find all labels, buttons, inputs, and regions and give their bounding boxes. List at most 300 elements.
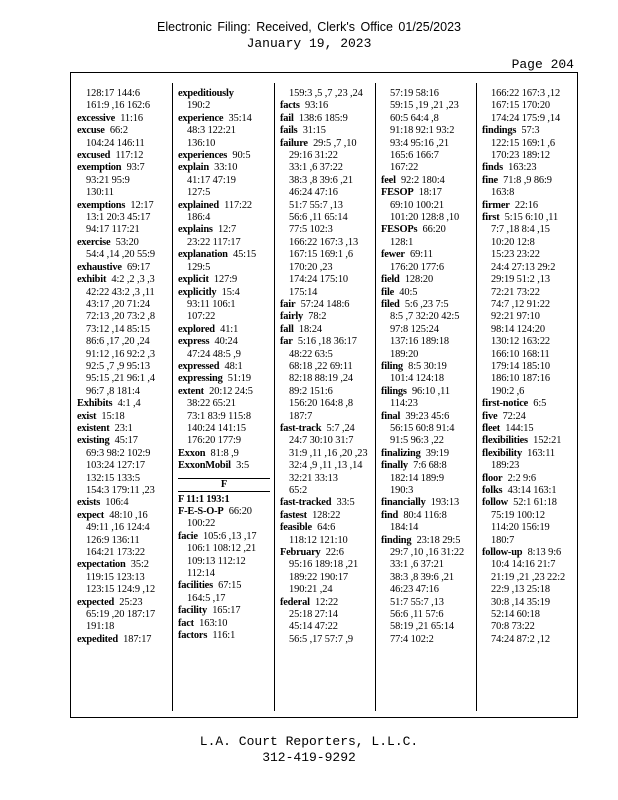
page-line-refs: 22:9 ,13 25:18 bbox=[491, 584, 550, 596]
page-line-refs: 93:21 95:9 bbox=[86, 174, 130, 186]
index-entry-continuation bbox=[178, 435, 270, 447]
index-term: federal bbox=[280, 596, 310, 608]
index-entry-continuation bbox=[280, 572, 372, 584]
page-line-refs: 12:17 bbox=[130, 199, 154, 211]
index-entry-continuation bbox=[482, 584, 574, 596]
page-line-refs: 182:14 189:9 bbox=[390, 472, 444, 484]
index-entry bbox=[178, 200, 270, 212]
index-term: existent bbox=[77, 422, 110, 434]
page-line-refs: 47:24 48:5 ,9 bbox=[187, 348, 241, 360]
page-line-refs: 93:16 bbox=[304, 100, 329, 112]
index-entry bbox=[381, 460, 473, 472]
page-line-refs: 66:2 bbox=[109, 125, 128, 137]
index-entry-continuation bbox=[482, 535, 574, 547]
index-entry bbox=[77, 200, 169, 212]
index-entry-continuation bbox=[381, 349, 473, 361]
index-entry-continuation bbox=[178, 311, 270, 323]
page-line-refs: 93:11 106:1 bbox=[187, 298, 236, 310]
page-line-refs: 41:1 bbox=[220, 323, 239, 335]
index-entry bbox=[178, 88, 270, 100]
index-entry-continuation bbox=[381, 262, 473, 274]
index-section-letter: F bbox=[178, 478, 270, 492]
page-line-refs: 80:4 116:8 bbox=[403, 509, 447, 521]
page-line-refs: 98:14 124:20 bbox=[491, 323, 545, 335]
page-line-refs: 4:1 ,4 bbox=[117, 398, 141, 410]
index-entry-continuation bbox=[178, 125, 270, 137]
page-line-refs: 57:19 58:16 bbox=[390, 88, 439, 99]
index-term: fail bbox=[280, 112, 294, 124]
index-entry-continuation bbox=[482, 138, 574, 150]
page-line-refs: 154:3 179:11 ,23 bbox=[86, 485, 155, 496]
index-entry-continuation bbox=[482, 324, 574, 336]
page-line-refs: 12:22 bbox=[314, 596, 339, 608]
index-entry-continuation bbox=[77, 224, 169, 236]
page-line-refs: 126:9 136:11 bbox=[86, 534, 140, 546]
page-line-refs: 56:6 ,11 57:6 bbox=[390, 609, 444, 621]
page-line-refs: 32:4 ,9 ,11 ,13 ,14 bbox=[289, 460, 363, 472]
page-line-refs: 132:15 133:5 bbox=[86, 472, 140, 484]
index-entry bbox=[280, 423, 372, 435]
index-entry-continuation bbox=[77, 361, 169, 373]
index-entry-continuation bbox=[77, 572, 169, 584]
index-entry-continuation bbox=[482, 262, 574, 274]
index-term: failure bbox=[280, 137, 308, 149]
page-line-refs: 56:5 ,17 57:7 ,9 bbox=[289, 633, 353, 645]
index-entry-continuation bbox=[381, 311, 473, 323]
page-line-refs: 8:5 ,7 32:20 42:5 bbox=[390, 311, 460, 323]
index-entry-continuation bbox=[280, 200, 372, 212]
page-line-refs: 96:7 ,8 181:4 bbox=[86, 385, 140, 397]
page-line-refs: 75:19 100:12 bbox=[491, 509, 545, 521]
index-entry-continuation bbox=[482, 311, 574, 323]
index-entry bbox=[482, 547, 574, 559]
index-entry-continuation bbox=[280, 609, 372, 621]
index-entry-continuation bbox=[77, 299, 169, 311]
index-term: expected bbox=[77, 596, 115, 608]
index-entry-continuation bbox=[381, 88, 473, 100]
index-term: F 11:1 193:1 bbox=[178, 493, 230, 505]
page-line-refs: 21:19 ,21 ,23 22:2 bbox=[491, 571, 566, 583]
page-line-refs: 91:18 92:1 93:2 bbox=[390, 125, 455, 137]
page-line-refs: 95:16 189:18 ,21 bbox=[289, 559, 359, 571]
page-line-refs: 35:2 bbox=[130, 559, 149, 571]
index-entry-continuation bbox=[77, 584, 169, 596]
index-entry bbox=[77, 125, 169, 137]
index-term: facie bbox=[178, 530, 198, 542]
index-term: follow bbox=[482, 497, 508, 509]
index-entry-continuation bbox=[381, 522, 473, 534]
page-line-refs: 48:3 122:21 bbox=[187, 125, 236, 137]
page-line-refs: 29:16 31:22 bbox=[289, 150, 338, 162]
page-line-refs: 73:1 83:9 115:8 bbox=[187, 410, 251, 422]
index-term: finds bbox=[482, 162, 503, 174]
index-entry-continuation bbox=[280, 249, 372, 261]
page-line-refs: 22:6 bbox=[325, 547, 344, 559]
index-entry bbox=[482, 125, 574, 137]
page-line-refs: 117:22 bbox=[224, 199, 253, 211]
page-line-refs: 59:15 ,19 ,21 ,23 bbox=[390, 100, 459, 112]
index-term: expect bbox=[77, 509, 105, 521]
index-column-3 bbox=[280, 88, 372, 708]
index-entry-continuation bbox=[381, 634, 473, 646]
index-entry bbox=[482, 175, 574, 187]
index-entry-continuation bbox=[77, 373, 169, 385]
index-entry bbox=[178, 448, 270, 460]
index-entry-continuation bbox=[482, 460, 574, 472]
index-entry-continuation bbox=[178, 138, 270, 150]
page-line-refs: 103:24 127:17 bbox=[86, 460, 146, 472]
page-line-refs: 170:23 189:12 bbox=[491, 150, 551, 162]
index-entry-continuation bbox=[482, 621, 574, 633]
index-term: explicitly bbox=[178, 286, 217, 298]
index-term: expectation bbox=[77, 559, 126, 571]
page-line-refs: 152:21 bbox=[533, 435, 562, 447]
index-entry-continuation bbox=[482, 287, 574, 299]
index-term: explored bbox=[178, 323, 215, 335]
index-entry-continuation bbox=[381, 597, 473, 609]
page-line-refs: 66:20 bbox=[228, 506, 252, 517]
index-entry-continuation bbox=[482, 559, 574, 571]
index-entry bbox=[280, 510, 372, 522]
page-line-refs: 38:3 ,8 39:6 ,21 bbox=[289, 174, 353, 186]
index-term: existing bbox=[77, 435, 110, 447]
index-entry-continuation bbox=[381, 373, 473, 385]
index-entry bbox=[280, 497, 372, 509]
index-entry bbox=[178, 274, 270, 286]
page-line-refs: 106:4 bbox=[105, 497, 129, 509]
index-entry bbox=[482, 423, 574, 435]
page-line-refs: 114:20 156:19 bbox=[491, 522, 550, 534]
index-entry bbox=[280, 299, 372, 311]
index-entry-continuation bbox=[280, 460, 372, 472]
index-entry bbox=[482, 200, 574, 212]
index-term: fall bbox=[280, 323, 294, 335]
page-line-refs: 95:15 ,21 96:1 ,4 bbox=[86, 373, 156, 385]
index-term: fast-tracked bbox=[280, 497, 332, 509]
page-line-refs: 91:12 ,16 92:2 ,3 bbox=[86, 348, 156, 360]
index-entry-continuation bbox=[178, 568, 270, 580]
index-entry-continuation bbox=[77, 100, 169, 112]
index-entry-continuation bbox=[280, 485, 372, 497]
index-entry-continuation bbox=[381, 559, 473, 571]
page-line-refs: 56:15 60:8 91:4 bbox=[390, 422, 455, 434]
index-entry-continuation bbox=[280, 634, 372, 646]
index-term: exhibit bbox=[77, 274, 107, 286]
page-line-refs: 129:5 bbox=[187, 261, 211, 273]
index-term: financially bbox=[381, 497, 426, 509]
page-line-refs: 90:5 bbox=[232, 150, 251, 162]
index-entry bbox=[178, 506, 270, 518]
page-line-refs: 4:2 ,2 ,3 ,3 bbox=[111, 274, 155, 286]
index-term: fleet bbox=[482, 422, 501, 434]
page-line-refs: 174:24 175:10 bbox=[289, 274, 349, 286]
page-line-refs: 54:4 ,14 ,20 55:9 bbox=[86, 249, 156, 261]
page-line-refs: 187:17 bbox=[123, 633, 152, 645]
page-line-refs: 156:20 164:8 ,8 bbox=[289, 398, 354, 410]
page-line-refs: 46:23 47:16 bbox=[390, 584, 439, 596]
index-entry-continuation bbox=[381, 609, 473, 621]
index-entry-continuation bbox=[178, 423, 270, 435]
index-term: facts bbox=[280, 100, 300, 112]
page-line-refs: 30:8 ,14 35:19 bbox=[491, 596, 550, 608]
index-entry-continuation bbox=[381, 324, 473, 336]
page-line-refs: 10:20 12:8 bbox=[491, 236, 535, 248]
index-entry bbox=[381, 535, 473, 547]
index-entry bbox=[280, 138, 372, 150]
index-entry bbox=[178, 580, 270, 592]
transcript-date: January 19, 2023 bbox=[246, 36, 372, 51]
index-entry-continuation bbox=[381, 138, 473, 150]
index-entry-continuation bbox=[280, 621, 372, 633]
index-term: first-notice bbox=[482, 398, 529, 410]
page-line-refs: 92:5 ,7 ,9 95:13 bbox=[86, 360, 150, 372]
index-entry bbox=[381, 224, 473, 236]
index-entry-continuation bbox=[77, 535, 169, 547]
page-line-refs: 130:11 bbox=[86, 187, 114, 199]
index-entry-continuation bbox=[381, 473, 473, 485]
page-line-refs: 93:4 95:16 ,21 bbox=[390, 137, 449, 149]
page-line-refs: 189:22 190:17 bbox=[289, 571, 349, 583]
page-line-refs: 189:20 bbox=[390, 348, 419, 360]
index-entry-continuation bbox=[482, 572, 574, 584]
page-line-refs: 189:23 bbox=[491, 460, 520, 472]
index-term: final bbox=[381, 410, 401, 422]
index-term: FESOP bbox=[381, 187, 414, 199]
index-term: explains bbox=[178, 224, 213, 236]
index-entry-continuation bbox=[381, 237, 473, 249]
index-entry bbox=[178, 224, 270, 236]
index-entry-continuation bbox=[482, 274, 574, 286]
index-entry-continuation bbox=[381, 113, 473, 125]
page-line-refs: 3:5 bbox=[236, 460, 250, 472]
index-entry bbox=[178, 249, 270, 261]
page-line-refs: 164:21 173:22 bbox=[86, 547, 146, 559]
page-line-refs: 190:21 ,24 bbox=[289, 584, 333, 596]
index-entry bbox=[280, 522, 372, 534]
index-entry bbox=[381, 386, 473, 398]
page-line-refs: 51:7 55:7 ,13 bbox=[289, 199, 343, 211]
index-entry bbox=[77, 634, 169, 646]
index-entry-continuation bbox=[381, 485, 473, 497]
index-entry-continuation bbox=[178, 398, 270, 410]
index-entry-continuation bbox=[381, 125, 473, 137]
page-line-refs: 176:20 177:9 bbox=[187, 435, 241, 447]
filing-header: Electronic Filing: Received, Clerk's Office 01/25/2023 bbox=[157, 20, 461, 34]
page-line-refs: 130:12 163:22 bbox=[491, 336, 551, 348]
index-entry bbox=[77, 150, 169, 162]
page-line-refs: 68:18 ,22 69:11 bbox=[289, 360, 353, 372]
index-entry bbox=[77, 398, 169, 410]
page-line-refs: 42:22 43:2 ,3 ,11 bbox=[86, 286, 155, 298]
page-line-refs: 57:24 148:6 bbox=[300, 298, 350, 310]
page-line-refs: 31:9 ,11 ,16 ,20 ,23 bbox=[289, 447, 368, 459]
page-line-refs: 33:1 ,6 37:22 bbox=[289, 162, 343, 174]
index-entry bbox=[178, 531, 270, 543]
page-line-refs: 22:16 bbox=[514, 199, 539, 211]
index-term: factors bbox=[178, 630, 208, 642]
page-line-refs: 64:6 bbox=[317, 522, 336, 534]
index-term: expeditiously bbox=[178, 88, 234, 99]
index-entry-continuation bbox=[178, 187, 270, 199]
page-line-refs: 128:20 bbox=[404, 274, 434, 286]
index-entry-continuation bbox=[280, 212, 372, 224]
page-line-refs: 23:22 117:17 bbox=[187, 236, 241, 248]
index-term: excused bbox=[77, 150, 111, 162]
index-entry-continuation bbox=[381, 572, 473, 584]
index-entry-continuation bbox=[77, 460, 169, 472]
page-line-refs: 163:11 bbox=[527, 447, 556, 459]
index-entry-continuation bbox=[482, 522, 574, 534]
index-term: Exxon bbox=[178, 447, 206, 459]
index-entry bbox=[178, 336, 270, 348]
page-line-refs: 67:15 bbox=[218, 580, 242, 592]
page-line-refs: 24:7 30:10 31:7 bbox=[289, 435, 354, 447]
index-entry bbox=[280, 597, 372, 609]
page-line-refs: 11:16 bbox=[120, 112, 144, 124]
index-term: F-E-S-O-P bbox=[178, 506, 224, 517]
page-line-refs: 18:17 bbox=[418, 187, 442, 199]
page-line-refs: 190:2 ,6 bbox=[491, 385, 525, 397]
index-entry bbox=[178, 287, 270, 299]
index-term: far bbox=[280, 336, 293, 348]
page-line-refs: 170:20 ,23 bbox=[289, 261, 333, 273]
page-line-refs: 35:14 bbox=[228, 112, 252, 124]
index-entry bbox=[381, 361, 473, 373]
index-entry-continuation bbox=[280, 150, 372, 162]
index-entry-continuation bbox=[280, 373, 372, 385]
index-entry-continuation bbox=[381, 212, 473, 224]
index-term: flexibility bbox=[482, 447, 522, 459]
index-term: fewer bbox=[381, 249, 405, 261]
page-line-refs: 175:14 bbox=[289, 286, 318, 298]
index-entry bbox=[178, 113, 270, 125]
index-entry-continuation bbox=[482, 386, 574, 398]
page-line-refs: 96:10 ,11 bbox=[411, 385, 450, 397]
page-line-refs: 60:5 64:4 ,8 bbox=[390, 112, 439, 124]
page-line-refs: 69:11 bbox=[410, 249, 433, 261]
page-line-refs: 33:10 bbox=[214, 162, 238, 174]
index-entry-continuation bbox=[482, 237, 574, 249]
index-term: flexibilities bbox=[482, 435, 528, 447]
page-line-refs: 45:15 bbox=[232, 249, 257, 261]
index-entry-continuation bbox=[280, 88, 372, 100]
index-entry-continuation bbox=[77, 336, 169, 348]
reporter-phone: 312-419-9292 bbox=[262, 750, 356, 765]
page-line-refs: 114:23 bbox=[390, 398, 418, 410]
page-line-refs: 33:5 bbox=[336, 497, 355, 509]
page-line-refs: 137:16 189:18 bbox=[390, 336, 450, 348]
page-line-refs: 69:17 bbox=[126, 261, 151, 273]
page-line-refs: 48:1 bbox=[224, 360, 243, 372]
page-line-refs: 12:7 bbox=[217, 224, 237, 236]
index-entry-continuation bbox=[77, 485, 169, 497]
page-line-refs: 164:5 ,17 bbox=[187, 592, 226, 604]
index-entry bbox=[178, 618, 270, 630]
index-entry bbox=[77, 237, 169, 249]
page-line-refs: 15:23 23:22 bbox=[491, 249, 540, 261]
page-line-refs: 193:13 bbox=[430, 497, 460, 509]
page-line-refs: 56:6 ,11 65:14 bbox=[289, 212, 348, 224]
index-entry bbox=[178, 630, 270, 642]
index-column-1 bbox=[77, 88, 169, 708]
index-term: field bbox=[381, 274, 400, 286]
page-line-refs: 167:22 bbox=[390, 162, 419, 174]
index-term: finalizing bbox=[381, 447, 421, 459]
index-entry-continuation bbox=[482, 150, 574, 162]
index-entry-continuation bbox=[178, 212, 270, 224]
page-line-refs: 23:18 29:5 bbox=[416, 534, 461, 546]
page-line-refs: 29:19 51:2 ,13 bbox=[491, 274, 550, 286]
index-term: finally bbox=[381, 460, 408, 472]
page-line-refs: 48:22 63:5 bbox=[289, 348, 333, 360]
index-entry-continuation bbox=[280, 535, 372, 547]
index-entry-continuation bbox=[482, 249, 574, 261]
page-line-refs: 32:21 33:13 bbox=[289, 472, 338, 484]
page-line-refs: 52:1 61:18 bbox=[513, 497, 557, 509]
index-entry-continuation bbox=[77, 324, 169, 336]
page-line-refs: 89:2 151:6 bbox=[289, 385, 333, 397]
page-line-refs: 105:6 ,13 ,17 bbox=[202, 530, 257, 542]
page-line-refs: 70:8 73:22 bbox=[491, 621, 535, 633]
index-term: exist bbox=[77, 410, 97, 422]
index-entry bbox=[178, 324, 270, 336]
page-line-refs: 163:10 bbox=[199, 617, 228, 629]
index-column-5 bbox=[482, 88, 574, 708]
column-divider bbox=[476, 83, 477, 711]
index-entry-continuation bbox=[77, 311, 169, 323]
page-line-refs: 45:17 bbox=[114, 435, 138, 447]
index-term: FESOPs bbox=[381, 224, 418, 236]
page-line-refs: 72:13 ,20 73:2 ,8 bbox=[86, 311, 156, 323]
page-line-refs: 104:24 146:11 bbox=[86, 137, 145, 149]
page-line-refs: 58:19 ,21 65:14 bbox=[390, 621, 455, 633]
index-entry bbox=[77, 435, 169, 447]
page-line-refs: 10:4 14:16 21:7 bbox=[491, 559, 556, 571]
index-entry-continuation bbox=[280, 224, 372, 236]
page-line-refs: 78:2 bbox=[308, 311, 327, 323]
index-entry-continuation bbox=[482, 634, 574, 646]
page-line-refs: 190:2 bbox=[187, 100, 211, 112]
page-line-refs: 8:5 30:19 bbox=[408, 360, 447, 372]
index-entry-continuation bbox=[381, 336, 473, 348]
column-divider bbox=[172, 83, 173, 711]
reporter-name: L.A. Court Reporters, L.L.C. bbox=[199, 734, 419, 749]
spacer bbox=[178, 473, 270, 477]
index-term: expressed bbox=[178, 360, 220, 372]
page-line-refs: 8:13 9:6 bbox=[527, 547, 562, 559]
page-line-refs: 33:1 ,6 37:21 bbox=[390, 559, 444, 571]
index-term: explain bbox=[178, 162, 209, 174]
index-entry-continuation bbox=[280, 361, 372, 373]
index-column-2 bbox=[178, 88, 270, 708]
page-line-refs: 127:5 bbox=[187, 187, 211, 199]
page-line-refs: 174:24 175:9 ,14 bbox=[491, 112, 561, 124]
index-term: exemption bbox=[77, 162, 122, 174]
index-entry bbox=[178, 162, 270, 174]
index-entry bbox=[482, 411, 574, 423]
index-entry-continuation bbox=[77, 88, 169, 100]
page-line-refs: 128:22 bbox=[312, 509, 341, 521]
index-term: follow-up bbox=[482, 547, 523, 559]
index-entry-continuation bbox=[482, 349, 574, 361]
page-line-refs: 184:14 bbox=[390, 522, 419, 534]
page-line-refs: 6:5 bbox=[533, 398, 547, 410]
column-divider bbox=[274, 83, 275, 711]
index-entry-continuation bbox=[381, 621, 473, 633]
index-entry bbox=[482, 485, 574, 497]
index-entry bbox=[77, 597, 169, 609]
index-term: folks bbox=[482, 485, 503, 496]
